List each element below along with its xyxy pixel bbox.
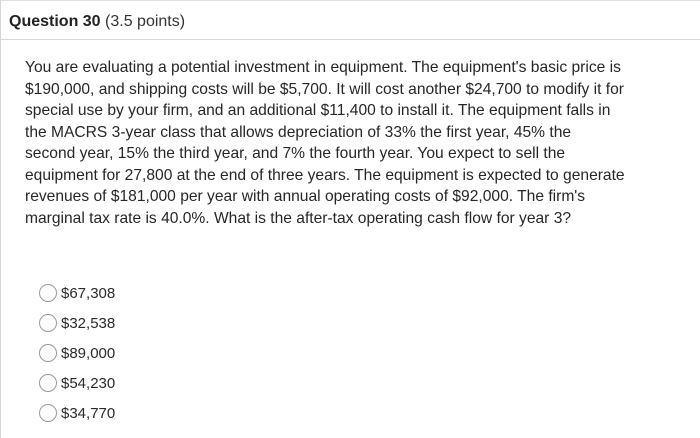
radio-button[interactable] bbox=[39, 374, 57, 392]
radio-button[interactable] bbox=[39, 284, 57, 302]
radio-button[interactable] bbox=[39, 404, 57, 422]
answer-option[interactable] bbox=[39, 278, 115, 308]
answer-label[interactable]: $32,538 bbox=[61, 314, 116, 332]
question-points: (3.5 points) bbox=[105, 13, 186, 30]
answer-label[interactable]: $89,000 bbox=[61, 344, 116, 362]
answer-option[interactable] bbox=[39, 338, 115, 368]
answer-label[interactable]: $34,770 bbox=[61, 404, 116, 422]
question-title bbox=[9, 13, 185, 31]
answer-options bbox=[39, 278, 115, 428]
radio-button[interactable] bbox=[39, 314, 57, 332]
answer-option[interactable] bbox=[39, 398, 115, 428]
answer-label[interactable]: $67,308 bbox=[61, 284, 116, 302]
answer-label[interactable]: $54,230 bbox=[61, 374, 116, 392]
radio-button[interactable] bbox=[39, 344, 57, 362]
answer-option[interactable] bbox=[39, 308, 115, 338]
answer-option[interactable] bbox=[39, 368, 115, 398]
question-header bbox=[1, 0, 700, 40]
question-text: You are evaluating a potential investment in equipment. The equipment's basic price is $190,000, and shipping costs will be $5,700. It will cost another $24,700 to modify it for special use by your firm, and an additional $11,400 to install it. The equipment falls in the MACRS 3-year class that allows depreciation of 33% the first year, 45% the second year, 15% the third year, and 7% the fourth year. You expect to sell the equipment for 27,800 at the end of three years. The equipment is expected to generate revenues of $181,000 per year with annual operating costs of $92,000. The firm's marginal tax rate is 40.0%. What is the after-tax operating cash flow for year 3? bbox=[25, 59, 625, 227]
question-number: Question 30 bbox=[9, 13, 101, 30]
